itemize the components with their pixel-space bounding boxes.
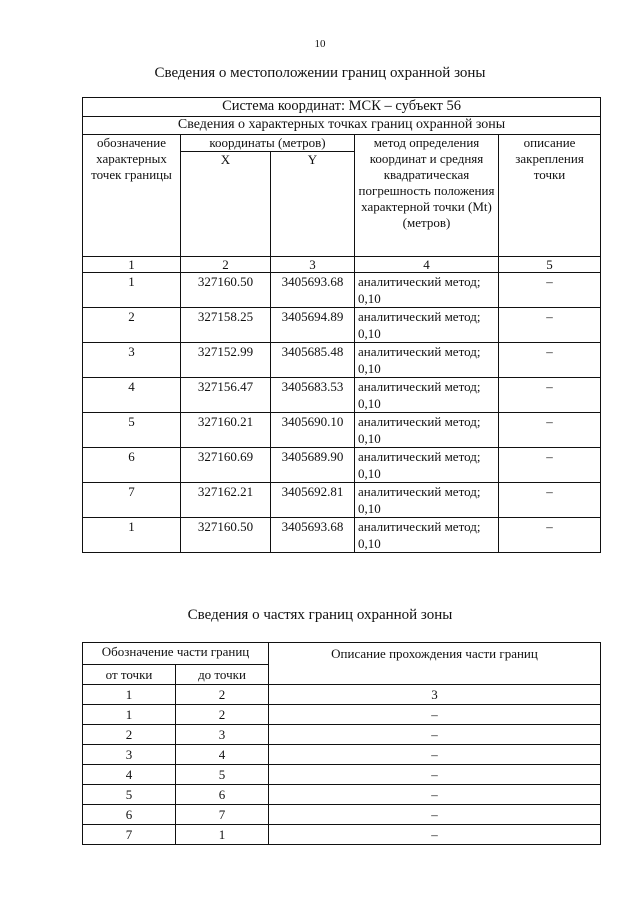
to-point: 2 bbox=[176, 705, 269, 725]
table-row bbox=[83, 785, 601, 805]
description-cell: – bbox=[499, 518, 601, 553]
to-point: 4 bbox=[176, 745, 269, 765]
coord-x: 327160.69 bbox=[181, 448, 271, 483]
column-number: 4 bbox=[355, 257, 499, 273]
table-row bbox=[83, 825, 601, 845]
coord-x: 327160.21 bbox=[181, 413, 271, 448]
table-row bbox=[83, 343, 601, 378]
column-number-row bbox=[83, 257, 601, 273]
column-number: 5 bbox=[499, 257, 601, 273]
header-to: до точки bbox=[176, 665, 269, 685]
column-number: 1 bbox=[83, 685, 176, 705]
coord-y: 3405689.90 bbox=[271, 448, 355, 483]
method-cell: аналитический метод; 0,10 bbox=[355, 483, 499, 518]
point-number: 2 bbox=[83, 308, 181, 343]
from-point: 1 bbox=[83, 705, 176, 725]
coord-system-row bbox=[83, 98, 601, 117]
section-title-boundaries: Сведения о местоположении границ охранной зоны bbox=[154, 65, 486, 81]
method-cell: аналитический метод; 0,10 bbox=[355, 413, 499, 448]
column-number: 1 bbox=[83, 257, 181, 273]
column-number-row bbox=[83, 685, 601, 705]
header-y: Y bbox=[271, 152, 355, 257]
part-description: – bbox=[269, 765, 601, 785]
to-point: 6 bbox=[176, 785, 269, 805]
description-cell: – bbox=[499, 448, 601, 483]
part-description: – bbox=[269, 805, 601, 825]
part-description: – bbox=[269, 705, 601, 725]
from-point: 6 bbox=[83, 805, 176, 825]
column-number: 3 bbox=[269, 685, 601, 705]
table-row bbox=[83, 308, 601, 343]
points-title-cell: Сведения о характерных точках границ охранной зоны bbox=[83, 117, 601, 135]
header-designation: Обозначение части границ bbox=[83, 643, 269, 665]
from-point: 3 bbox=[83, 745, 176, 765]
table-row bbox=[83, 765, 601, 785]
header-designation: обозначение характерных точек границы bbox=[83, 135, 181, 257]
column-number: 2 bbox=[176, 685, 269, 705]
coord-x: 327160.50 bbox=[181, 518, 271, 553]
table-row bbox=[83, 378, 601, 413]
to-point: 3 bbox=[176, 725, 269, 745]
header-x: X bbox=[181, 152, 271, 257]
method-cell: аналитический метод; 0,10 bbox=[355, 343, 499, 378]
table-row bbox=[83, 518, 601, 553]
method-cell: аналитический метод; 0,10 bbox=[355, 378, 499, 413]
coord-y: 3405693.68 bbox=[271, 518, 355, 553]
header-coords: координаты (метров) bbox=[181, 135, 355, 152]
point-number: 1 bbox=[83, 518, 181, 553]
table-row bbox=[83, 805, 601, 825]
point-number: 6 bbox=[83, 448, 181, 483]
description-cell: – bbox=[499, 413, 601, 448]
description-cell: – bbox=[499, 273, 601, 308]
point-number: 1 bbox=[83, 273, 181, 308]
table-row bbox=[83, 273, 601, 308]
part-description: – bbox=[269, 745, 601, 765]
column-number: 2 bbox=[181, 257, 271, 273]
header-from: от точки bbox=[83, 665, 176, 685]
header-description: Описание прохождения части границ bbox=[269, 643, 601, 685]
header-row bbox=[83, 643, 601, 665]
column-number: 3 bbox=[271, 257, 355, 273]
coord-y: 3405683.53 bbox=[271, 378, 355, 413]
coord-y: 3405692.81 bbox=[271, 483, 355, 518]
method-cell: аналитический метод; 0,10 bbox=[355, 448, 499, 483]
header-description: описание закрепления точки bbox=[499, 135, 601, 257]
coord-y: 3405685.48 bbox=[271, 343, 355, 378]
method-cell: аналитический метод; 0,10 bbox=[355, 273, 499, 308]
part-description: – bbox=[269, 825, 601, 845]
section-title-parts: Сведения о частях границ охранной зоны bbox=[187, 607, 453, 623]
coord-x: 327156.47 bbox=[181, 378, 271, 413]
description-cell: – bbox=[499, 308, 601, 343]
table-row bbox=[83, 483, 601, 518]
to-point: 5 bbox=[176, 765, 269, 785]
boundary-points-table bbox=[82, 97, 601, 553]
description-cell: – bbox=[499, 378, 601, 413]
to-point: 1 bbox=[176, 825, 269, 845]
description-cell: – bbox=[499, 483, 601, 518]
header-method: метод определения координат и средняя квадратическая погрешность положения характерной точки (Mt) (метров) bbox=[355, 135, 499, 257]
method-cell: аналитический метод; 0,10 bbox=[355, 308, 499, 343]
coord-y: 3405690.10 bbox=[271, 413, 355, 448]
header-row bbox=[83, 135, 601, 152]
boundary-parts-table bbox=[82, 642, 601, 845]
from-point: 4 bbox=[83, 765, 176, 785]
from-point: 5 bbox=[83, 785, 176, 805]
coord-system-cell: Система координат: МСК – субъект 56 bbox=[83, 98, 601, 117]
page-number: 10 bbox=[314, 38, 326, 50]
coord-x: 327158.25 bbox=[181, 308, 271, 343]
point-number: 5 bbox=[83, 413, 181, 448]
part-description: – bbox=[269, 785, 601, 805]
part-description: – bbox=[269, 725, 601, 745]
coord-x: 327162.21 bbox=[181, 483, 271, 518]
table-row bbox=[83, 745, 601, 765]
table-row bbox=[83, 725, 601, 745]
table-row bbox=[83, 448, 601, 483]
table-row bbox=[83, 705, 601, 725]
coord-x: 327160.50 bbox=[181, 273, 271, 308]
description-cell: – bbox=[499, 343, 601, 378]
from-point: 7 bbox=[83, 825, 176, 845]
point-number: 3 bbox=[83, 343, 181, 378]
point-number: 7 bbox=[83, 483, 181, 518]
points-title-row bbox=[83, 117, 601, 135]
coord-y: 3405694.89 bbox=[271, 308, 355, 343]
method-cell: аналитический метод; 0,10 bbox=[355, 518, 499, 553]
point-number: 4 bbox=[83, 378, 181, 413]
coord-y: 3405693.68 bbox=[271, 273, 355, 308]
coord-x: 327152.99 bbox=[181, 343, 271, 378]
to-point: 7 bbox=[176, 805, 269, 825]
table-row bbox=[83, 413, 601, 448]
from-point: 2 bbox=[83, 725, 176, 745]
